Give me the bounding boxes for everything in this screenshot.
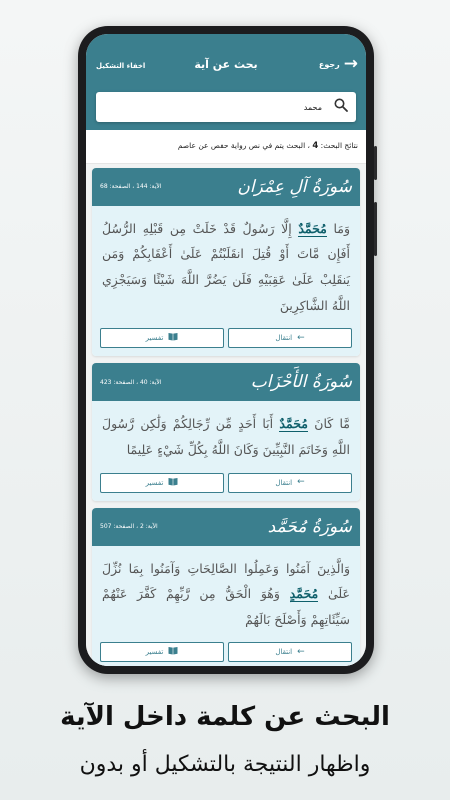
results-summary xyxy=(86,130,366,164)
goto-button[interactable] xyxy=(228,328,352,348)
tafsir-label: تفسير xyxy=(145,478,164,487)
search-bar xyxy=(96,92,356,122)
ayah-text-after: وَهُوَ الْحَقُّ مِن رَّبِّهِمْ كَفَّرَ عَنْهُمْ سَيِّئَاتِهِمْ وَأَصْلَحَ بَالَهُمْ xyxy=(102,586,350,627)
volume-button xyxy=(374,146,377,180)
search-input[interactable] xyxy=(104,103,322,112)
promo-caption-line1: البحث عن كلمة داخل الآية xyxy=(60,702,390,732)
tafsir-label: تفسير xyxy=(145,648,164,657)
surah-name: سُورَةُ آلِ عِمْرَان xyxy=(237,176,352,197)
hide-tashkeel-button[interactable]: اخفاء التشكيل xyxy=(96,62,146,70)
book-icon xyxy=(168,477,178,489)
arrow-left-icon: ← xyxy=(297,332,305,343)
app-bar xyxy=(86,34,366,130)
ayah-text-before: مَّا كَانَ xyxy=(307,416,350,432)
ayah-highlight: مُحَمَّدٌ xyxy=(298,220,327,236)
summary-suffix: ، البحث يتم في نص رواية حفص عن عاصم xyxy=(177,141,310,150)
ayah-text xyxy=(92,206,360,327)
ayah-text-after: أَبَا أَحَدٍ مِّن رِّجَالِكُمْ وَلَٰكِن رَّسُولَ اللَّهِ وَخَاتَمَ النَّبِيِّينَ وَكَانَ اللَّهُ بِكُلِّ شَيْءٍ عَلِيمًا xyxy=(102,416,350,457)
ayah-meta: الآية: 2 ، الصفحة: 507 xyxy=(100,523,158,530)
ayah-highlight: مُحَمَّدٌ xyxy=(279,416,308,432)
result-card xyxy=(92,508,360,667)
result-actions xyxy=(92,326,360,356)
arrow-left-icon: ← xyxy=(297,646,305,657)
ayah-text-after: إِلَّا رَسُولٌ قَدْ خَلَتْ مِن قَبْلِهِ الرُّسُلُ أَفَإِن مَّاتَ أَوْ قُتِلَ انقَلَبْتُمْ عَلَىٰ أَعْقَابِكُمْ وَمَن يَنقَلِبْ عَلَىٰ عَقِبَيْهِ فَلَن يَضُرَّ اللَّهَ شَيْئًا وَسَيَجْزِي اللَّهُ الشَّاكِرِينَ xyxy=(102,220,350,313)
arrow-back-icon: → xyxy=(343,54,358,74)
ayah-text-before: وَالَّذِينَ آمَنُوا وَعَمِلُوا الصَّالِحَاتِ وَآمَنُوا بِمَا نُزِّلَ عَلَىٰ xyxy=(102,560,350,602)
phone-frame xyxy=(78,26,374,674)
goto-button[interactable] xyxy=(228,473,352,493)
ayah-meta: الآية: 40 ، الصفحة: 423 xyxy=(100,378,162,386)
goto-label: انتقال xyxy=(275,334,293,343)
page-title: بحث عن آية xyxy=(194,58,258,71)
tafsir-button[interactable] xyxy=(100,473,224,493)
back-label: رجوع xyxy=(318,60,340,69)
goto-label: انتقال xyxy=(275,478,293,487)
ayah-text xyxy=(92,546,360,641)
ayah-text xyxy=(92,401,360,470)
result-card xyxy=(92,363,360,500)
goto-button[interactable] xyxy=(228,642,352,662)
tafsir-button[interactable] xyxy=(100,328,224,348)
ayah-meta: الآية: 144 ، الصفحة: 68 xyxy=(100,183,162,191)
surah-name: سُورَةُ مُحَمَّد xyxy=(267,516,352,537)
results-list xyxy=(86,164,366,666)
ayah-text-before: وَمَا xyxy=(326,220,350,236)
promo-caption-line2: واظهار النتيجة بالتشكيل أو بدون xyxy=(79,752,371,777)
summary-prefix: نتائج البحث: xyxy=(320,141,358,150)
goto-label: انتقال xyxy=(275,648,293,657)
book-icon xyxy=(168,332,178,344)
result-actions xyxy=(92,471,360,501)
arrow-left-icon: ← xyxy=(297,477,305,487)
result-card-header xyxy=(92,508,360,546)
result-card xyxy=(92,168,360,357)
tafsir-button[interactable] xyxy=(100,642,224,662)
tafsir-label: تفسير xyxy=(145,334,164,343)
book-icon xyxy=(168,646,178,658)
ayah-highlight: مُحَمَّدٍ xyxy=(289,586,319,602)
result-card-header xyxy=(92,168,360,206)
power-button xyxy=(374,202,377,256)
result-actions xyxy=(92,640,360,666)
search-icon[interactable] xyxy=(334,98,348,116)
result-card-header xyxy=(92,363,360,401)
surah-name: سُورَةُ الأَحْزَاب xyxy=(250,372,352,393)
app-screen xyxy=(86,34,366,666)
results-count: 4 xyxy=(312,141,319,151)
